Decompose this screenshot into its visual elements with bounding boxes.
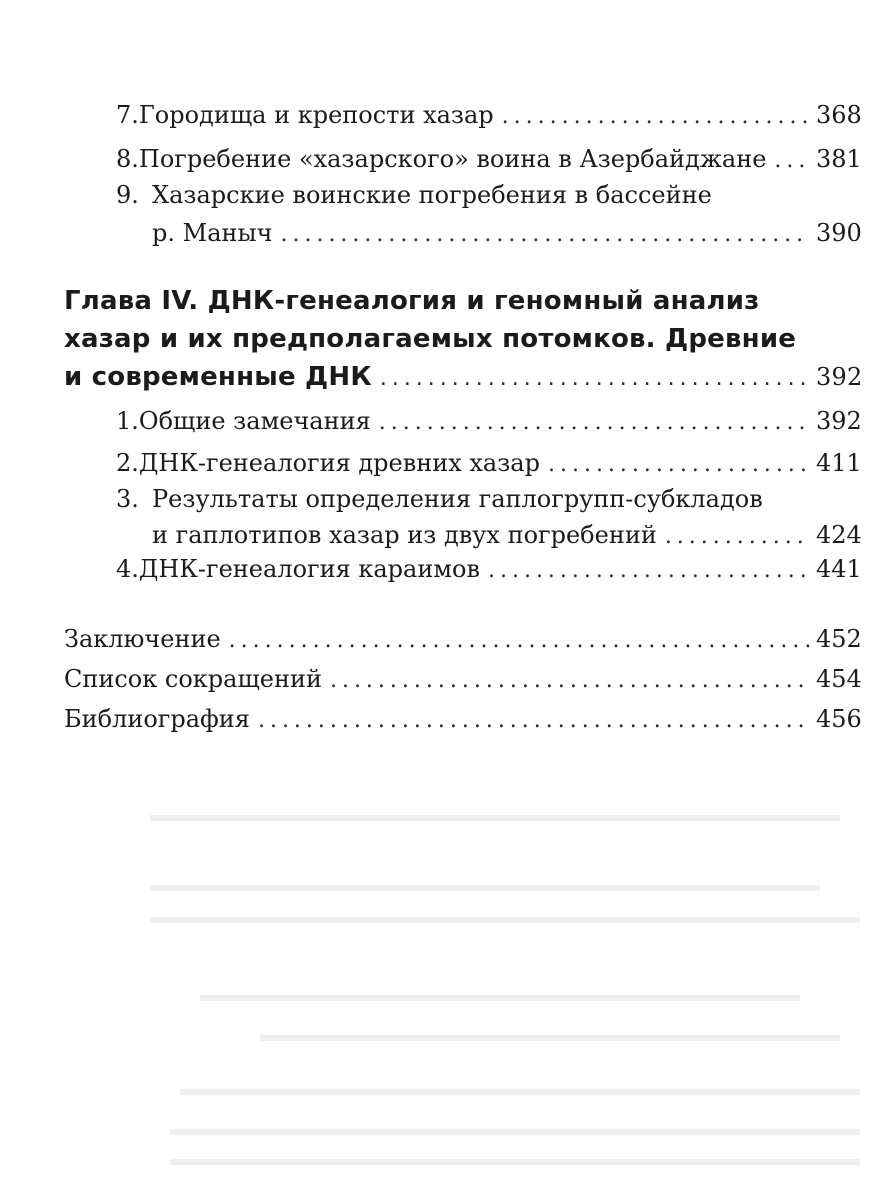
bleed-through-shadow: [0, 740, 890, 1179]
toc-entry-9-line2[interactable]: [152, 216, 860, 252]
entry-number: 9.: [116, 181, 139, 209]
entry-number: 3.: [116, 485, 139, 513]
toc-entry-ch4-1[interactable]: [116, 404, 860, 440]
toc-entry-ch4-3-line2[interactable]: [152, 518, 860, 554]
toc-entry-7[interactable]: [116, 98, 860, 134]
entry-title: ДНК-генеалогия караимов: [138, 555, 480, 583]
entry-number: 8.: [116, 145, 139, 173]
chapter-heading-line2: хазар и их предполагаемых потомков. Древние: [64, 324, 797, 354]
entry-title: ДНК-генеалогия древних хазар: [138, 449, 540, 477]
chapter-page: 392: [816, 363, 863, 391]
chapter-heading-line1: Глава IV. ДНК-генеалогия и геномный анализ: [64, 286, 760, 316]
toc-entry-conclusion[interactable]: [64, 622, 860, 658]
entry-number: 7.: [116, 101, 139, 129]
chapter-title-end: и современные ДНК: [64, 362, 372, 392]
entry-page: 452: [816, 625, 862, 653]
entry-title: Список сокращений: [64, 665, 322, 693]
leader-dots: [379, 406, 810, 440]
entry-title: Городища и крепости хазар: [138, 101, 494, 129]
entry-title: Библиография: [64, 705, 250, 733]
entry-page: 390: [816, 219, 862, 247]
toc-entry-8[interactable]: [116, 142, 860, 178]
leader-dots: [229, 624, 810, 658]
leader-dots: [548, 448, 810, 482]
entry-number: 2.: [116, 449, 139, 477]
leader-dots: [380, 360, 810, 398]
entry-title: Результаты определения гаплогрупп-субкладов: [152, 485, 763, 513]
entry-page: 392: [816, 407, 862, 435]
entry-page: 441: [816, 555, 862, 583]
toc-entry-ch4-2[interactable]: [116, 446, 860, 482]
entry-title-cont: и гаплотипов хазар из двух погребений: [152, 521, 657, 549]
entry-title: Заключение: [64, 625, 221, 653]
toc-entry-abbreviations[interactable]: [64, 662, 860, 698]
toc-entry-bibliography[interactable]: [64, 702, 860, 738]
leader-dots: [774, 144, 810, 178]
leader-dots: [502, 100, 810, 134]
entry-page: 454: [816, 665, 862, 693]
entry-title-cont: р. Маныч: [152, 219, 273, 247]
entry-page: 411: [816, 449, 862, 477]
leader-dots: [258, 704, 810, 738]
leader-dots: [280, 218, 810, 252]
toc-entry-ch4-3-line1[interactable]: [116, 482, 763, 516]
toc-entry-ch4-4[interactable]: [116, 552, 860, 588]
entry-number: 4.: [116, 555, 139, 583]
entry-page: 368: [816, 101, 862, 129]
entry-page: 456: [816, 705, 862, 733]
leader-dots: [665, 520, 810, 554]
entry-page: 424: [816, 521, 862, 549]
entry-page: 381: [816, 145, 862, 173]
toc-entry-9-line1[interactable]: [116, 178, 712, 212]
leader-dots: [330, 664, 810, 698]
entry-title: Общие замечания: [138, 407, 371, 435]
entry-number: 1.: [116, 407, 139, 435]
chapter-heading-line3[interactable]: [64, 358, 863, 398]
entry-title: Погребение «хазарского» воина в Азербайджане: [138, 145, 767, 173]
leader-dots: [488, 554, 810, 588]
entry-title: Хазарские воинские погребения в бассейне: [152, 181, 712, 209]
